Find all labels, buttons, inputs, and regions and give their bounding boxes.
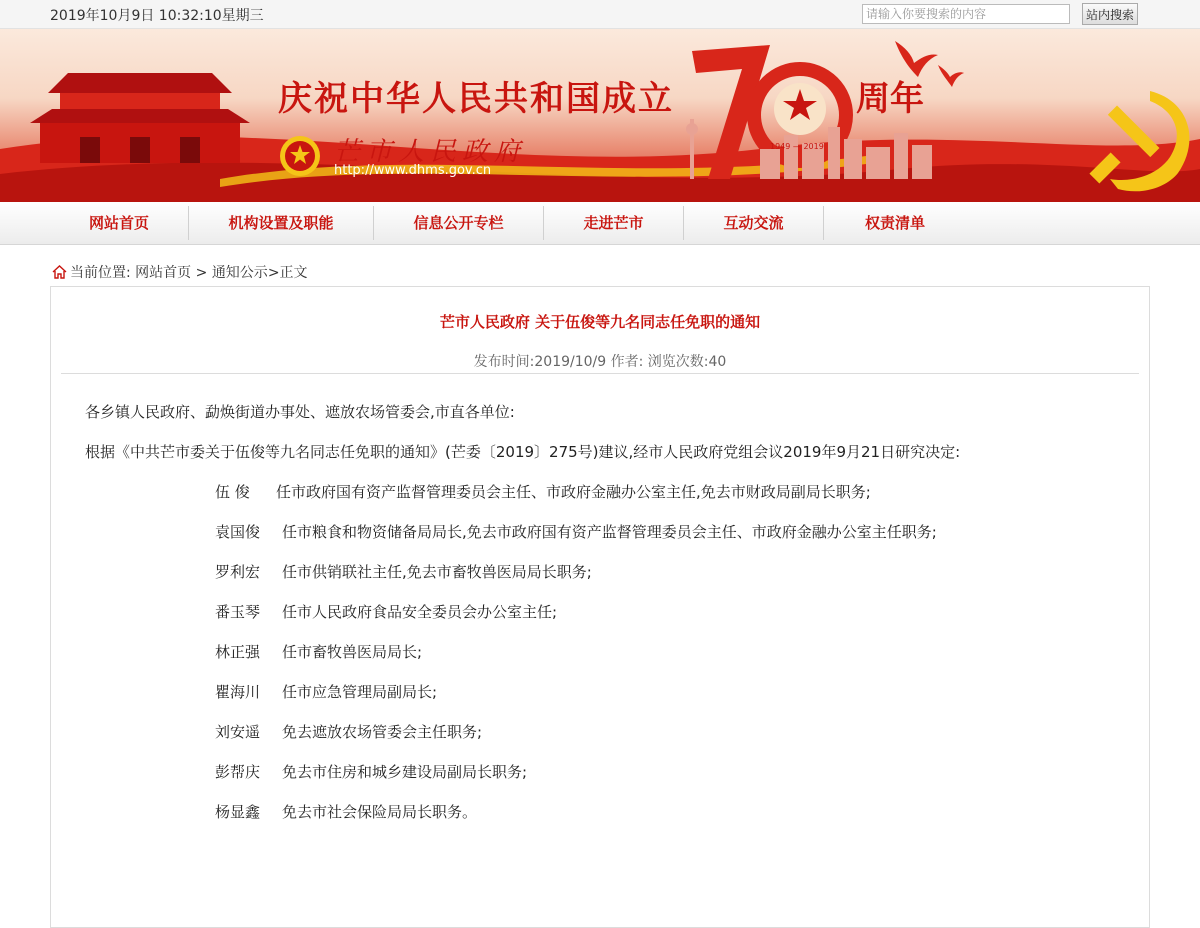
banner-title-suffix: 周年	[856, 79, 924, 119]
breadcrumb-home-link[interactable]: 网站首页	[135, 265, 192, 281]
main-nav	[0, 202, 1200, 245]
breadcrumb-section-link[interactable]: 通知公示	[211, 265, 268, 281]
appointee-name: 瞿海川	[215, 683, 261, 701]
article-title: 芒市人民政府 关于伍俊等九名同志任免职的通知	[439, 313, 761, 331]
nav-item-responsibilities[interactable]: 权责清单	[864, 214, 925, 232]
appointment-text: 任市人民政府食品安全委员会办公室主任;	[282, 603, 558, 621]
appointee-name: 伍 俊	[215, 483, 250, 501]
appointee-name: 林正强	[215, 643, 261, 661]
article-panel	[50, 286, 1150, 928]
appointee-name: 彭帮庆	[215, 763, 261, 781]
breadcrumb-separator: >	[191, 265, 212, 281]
nav-item-about-city[interactable]: 走进芒市	[583, 214, 644, 232]
breadcrumb-current: 正文	[279, 265, 308, 281]
appointment-text: 免去遮放农场管委会主任职务;	[282, 723, 483, 741]
article-salutation: 各乡镇人民政府、勐焕街道办事处、遮放农场管委会,市直各单位:	[85, 403, 515, 421]
header-banner	[0, 29, 1200, 202]
banner-title: 庆祝中华人民共和国成立	[278, 79, 674, 119]
appointment-text: 任市畜牧兽医局局长;	[282, 643, 423, 661]
appointment-text: 任市政府国有资产监督管理委员会主任、市政府金融办公室主任,免去市财政局副局长职务;	[276, 483, 871, 501]
appointee-name: 杨显鑫	[215, 803, 261, 821]
appointment-text: 任市供销联社主任,免去市畜牧兽医局局长职务;	[282, 563, 592, 581]
appointee-name: 罗利宏	[215, 563, 261, 581]
breadcrumb	[52, 262, 308, 283]
top-bar	[0, 0, 1200, 29]
site-search-button[interactable]: 站内搜索	[1082, 3, 1138, 25]
current-datetime: 2019年10月9日 10:32:10星期三	[50, 8, 264, 24]
national-emblem-icon	[280, 136, 320, 176]
breadcrumb-prefix: 当前位置:	[70, 265, 131, 281]
banner-url: http://www.dhms.gov.cn	[334, 163, 492, 178]
appointee-name: 番玉琴	[215, 603, 261, 621]
appointment-text: 任市粮食和物资储备局局长,免去市政府国有资产监督管理委员会主任、市政府金融办公室主任职务;	[282, 523, 937, 541]
article-intro: 根据《中共芒市委关于伍俊等九名同志任免职的通知》(芒委〔2019〕275号)建议,经市人民政府党组会议2019年9月21日研究决定:	[85, 443, 961, 461]
home-icon	[52, 265, 67, 283]
appointee-name: 刘安遥	[215, 723, 261, 741]
tiananmen-icon	[30, 73, 250, 163]
nav-item-home[interactable]: 网站首页	[88, 214, 149, 232]
article-divider	[61, 373, 1139, 374]
article-meta: 发布时间:2019/10/9 作者: 浏览次数:40	[473, 354, 727, 370]
banner-years: 1949 — 2019	[770, 142, 824, 151]
appointment-text: 免去市住房和城乡建设局副局长职务;	[282, 763, 528, 781]
nav-item-organization[interactable]: 机构设置及职能	[228, 214, 334, 232]
appointment-text: 任市应急管理局副局长;	[282, 683, 438, 701]
nav-item-info-disclosure[interactable]: 信息公开专栏	[413, 214, 504, 232]
site-search-input[interactable]	[862, 4, 1070, 24]
banner-org-name: 芒市人民政府	[334, 137, 527, 167]
breadcrumb-separator: >	[267, 265, 280, 281]
appointee-name: 袁国俊	[215, 523, 261, 541]
appointment-text: 免去市社会保险局局长职务。	[282, 803, 478, 821]
nav-item-interaction[interactable]: 互动交流	[723, 214, 784, 232]
